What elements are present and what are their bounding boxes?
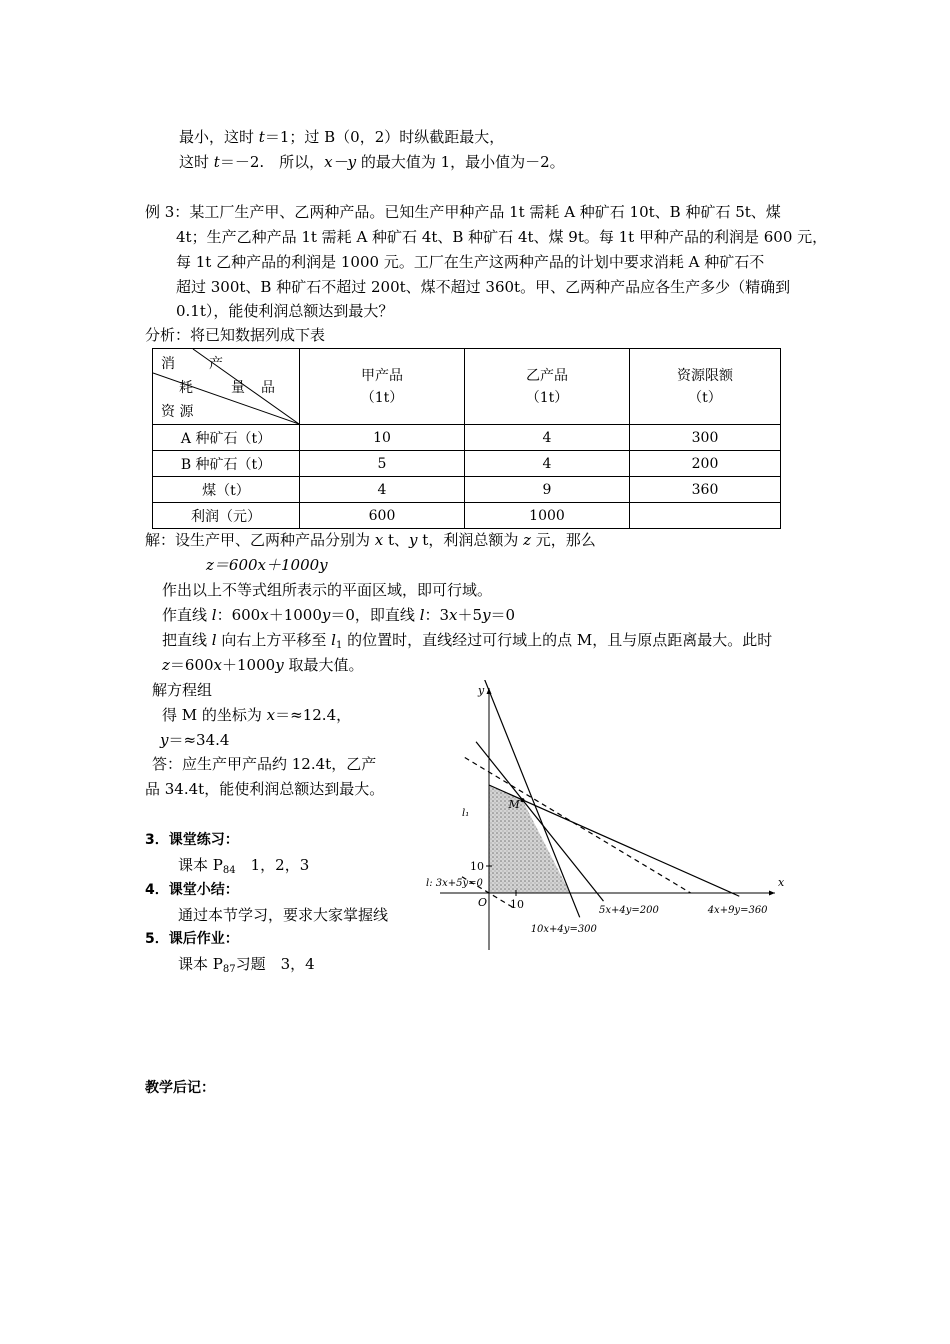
point-m: [520, 798, 524, 802]
example-line: 0.1t），能使利润总额达到最大？: [176, 302, 394, 320]
afterword-title: 教学后记：: [145, 1080, 215, 1096]
point-m-label: M: [508, 798, 520, 812]
table-row: [153, 451, 781, 477]
header-product-b: [465, 349, 630, 425]
line-5x-4y-200-label: 5x+4y=200: [599, 905, 659, 917]
section-3-title: 3．课堂练习：: [145, 832, 239, 848]
section-3-body: 课本 $P_{84}$ 1，2，3: [178, 856, 310, 876]
section-5-title: 5．课后作业：: [145, 931, 239, 947]
x-tick-label: 10: [510, 898, 524, 911]
analysis-text: 分析：将已知数据列成下表: [145, 326, 326, 344]
header-limit: [630, 349, 781, 425]
table-corner-cell: [153, 349, 300, 425]
origin-label: O: [478, 896, 488, 909]
row-label: 利润（元）: [153, 503, 300, 529]
corner-liang: 量: [231, 380, 245, 396]
solution-line-1: 解：设生产甲、乙两种产品分别为 x t、y t，利润总额为 z 元，那么: [145, 531, 596, 549]
linear-programming-chart: [420, 680, 790, 970]
table-row: [153, 503, 781, 529]
corner-pin: 品: [261, 380, 275, 396]
cell: 200: [630, 451, 781, 477]
corner-chan: 产: [209, 356, 223, 372]
solution-line-9: y＝≈34.4: [160, 731, 230, 749]
solution-line-3: 作出以上不等式组所表示的平面区域，即可行域。: [162, 581, 493, 599]
y-axis-label: y: [478, 684, 485, 697]
intro-line-2: 这时 t＝－2. 所以，x－y 的最大值为 1，最小值为－2。: [179, 153, 565, 171]
cell: [630, 503, 781, 529]
corner-ziyuan: 资 源: [161, 404, 194, 420]
line-10x-4y-300-label: 10x+4y=300: [530, 924, 597, 935]
row-label: A 种矿石（t）: [153, 425, 300, 451]
row-label: B 种矿石（t）: [153, 451, 300, 477]
feasible-region: [489, 785, 570, 893]
cell: 4: [465, 451, 630, 477]
line-l-label: l: 3x+5y=0: [426, 878, 483, 889]
section-4-body: 通过本节学习，要求大家掌握线: [178, 906, 389, 924]
table-header-row: [153, 349, 781, 425]
header-name: 甲产品: [361, 367, 403, 384]
cell: 600: [300, 503, 465, 529]
resource-table: [152, 348, 781, 529]
solution-line-8: 得 M 的坐标为 x＝≈12.4，: [162, 706, 352, 724]
table-row: [153, 477, 781, 503]
section-5-body: 课本 $P_{87}$习题 3，4: [178, 955, 315, 975]
header-name: 乙产品: [526, 367, 568, 384]
example-line: 4t；生产乙种产品 1t 需耗 A 种矿石 4t、B 种矿石 4t、煤 9t。每 1t 甲种产品的利润是 600 元，: [176, 228, 828, 246]
objective-function: z＝600x＋1000y: [206, 556, 328, 574]
row-label: 煤（t）: [153, 477, 300, 503]
answer-line-1: 答：应生产甲产品约 12.4t，乙产: [152, 755, 377, 773]
cell: 360: [630, 477, 781, 503]
cell: 5: [300, 451, 465, 477]
table-row: [153, 425, 781, 451]
solution-line-7: 解方程组: [152, 681, 213, 699]
example-label: 例 3：某工厂生产甲、乙两种产品。已知生产甲种产品 1t 需耗 A 种矿石 10t、B 种矿石 5t、煤: [145, 203, 781, 221]
intro-line-1: 最小，这时 t＝1；过 B（0，2）时纵截距最大，: [179, 128, 505, 146]
y-tick-label: 10: [470, 860, 484, 873]
header-product-a: [300, 349, 465, 425]
corner-xiao: 消: [161, 356, 175, 372]
section-4-title: 4．课堂小结：: [145, 882, 239, 898]
example-line: 超过 300t、B 种矿石不超过 200t、煤不超过 360t。甲、乙两种产品应各生产多少（精确到: [176, 278, 791, 296]
cell: 9: [465, 477, 630, 503]
x-axis-arrow: [769, 891, 775, 896]
header-name: 资源限额: [677, 367, 733, 384]
corner-hao: 耗: [179, 380, 193, 396]
solution-line-4: 作直线 l：600x＋1000y＝0，即直线 l：3x＋5y＝0: [162, 606, 516, 624]
line-l1-label: l₁: [462, 808, 470, 819]
cell: 300: [630, 425, 781, 451]
cell: 1000: [465, 503, 630, 529]
cell: 10: [300, 425, 465, 451]
header-unit: （1t）: [360, 389, 404, 406]
x-axis-label: x: [778, 876, 785, 889]
cell: 4: [465, 425, 630, 451]
line-4x-9y-360-label: 4x+9y=360: [707, 905, 768, 917]
solution-line-5: 把直线 l 向右上方平移至 $l_1$ 的位置时，直线经过可行域上的点 M，且与原点距离最大。此时: [162, 631, 773, 651]
cell: 4: [300, 477, 465, 503]
header-unit: （t）: [688, 389, 722, 406]
header-unit: （1t）: [525, 389, 569, 406]
answer-line-2: 品 34.4t，能使利润总额达到最大。: [145, 780, 385, 798]
solution-line-6: z＝600x＋1000y 取最大值。: [162, 656, 364, 674]
example-line: 每 1t 乙种产品的利润是 1000 元。工厂在生产这两种产品的计划中要求消耗 A 种矿石不: [176, 253, 765, 271]
